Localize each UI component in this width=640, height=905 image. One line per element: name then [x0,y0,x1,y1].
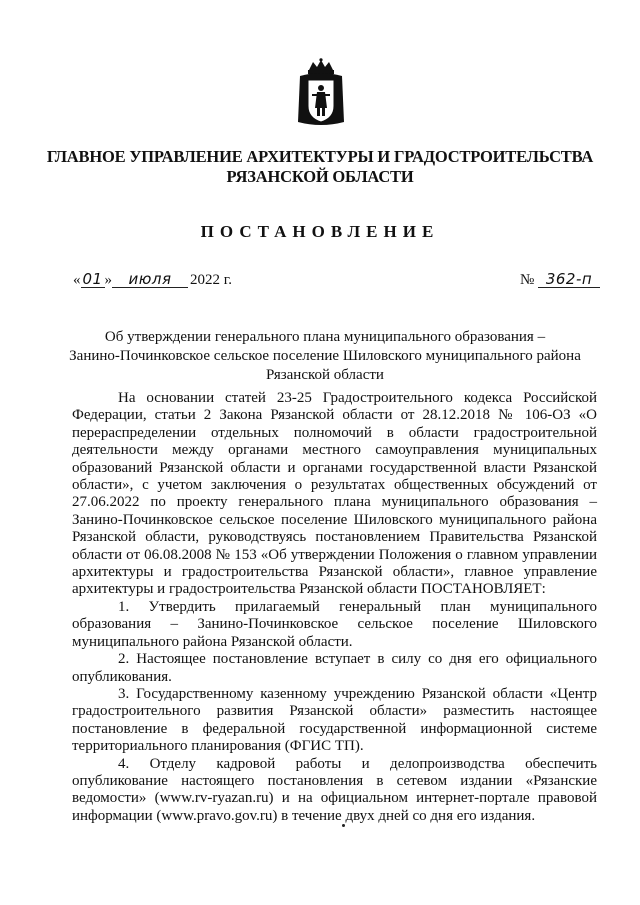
document-subject [60,328,590,385]
date-year: 2022 г. [190,272,232,288]
resolution-item-3: 3. Государственному казенному учреждению Рязанской области «Центр градостроительного развития Рязанской области» разместить настоящее постановление в федеральной государственной информационной системе территориального планирования (ФГИС ТП). [72,685,597,755]
document-number [520,271,600,289]
organization-name-line1: ГЛАВНОЕ УПРАВЛЕНИЕ АРХИТЕКТУРЫ И ГРАДОСТРОИТЕЛЬСТВА [46,147,594,166]
preamble-paragraph: На основании статей 23-25 Градостроительного кодекса Российской Федерации, статьи 2 Закона Рязанской области от 28.12.2018 № 106-ОЗ «О перераспределении отдельных полномочий в области градостроительной деятельности между органами местного самоуправления муниципальных образований Рязанской области и органами государственной власти Рязанской области», с учетом заключения о результатах общественных обсуждений от 27.06.2022 по проекту генерального плана муниципального образования – Занино-Починковское сельское поселение Шиловского муниципального района Рязанской области, руководствуясь постановлением Правительства Рязанской области от 06.08.2008 № 153 «Об утверждении Положения о главном управлении архитектуры и градостроительства Рязанской области», главное управление архитектуры и градостроительства Рязанской области ПОСТАНОВЛЯЕТ: [72,390,597,598]
organization-name-line2: РЯЗАНСКОЙ ОБЛАСТИ [226,167,414,186]
document-date [73,271,232,289]
date-day: 01 [82,270,103,288]
resolution-item-2: 2. Настоящее постановление вступает в силу со дня его официального опубликования. [72,651,597,685]
ryazan-coat-of-arms-icon [296,58,346,128]
number-prefix: № [519,272,535,288]
date-close-quote: » [104,272,112,288]
subject-line: Рязанской области [266,367,384,383]
subject-line: Об утверждении генерального плана муниципального образования – [104,329,546,345]
resolution-item-4: 4. Отделу кадровой работы и делопроизводства обеспечить опубликование настоящего постановления в сетевом издании «Рязанские ведомости» (www.rv-ryazan.ru) и на официальном интернет-портале правовой информации (www.pravo.gov.ru) в течение двух дней со дня его издания. [72,755,597,824]
page-mark [342,824,345,827]
document-type-title: ПОСТАНОВЛЕНИЕ [200,222,440,241]
subject-line: Занино-Починковское сельское поселение Шиловского муниципального района [69,348,581,364]
resolution-item-1: 1. Утвердить прилагаемый генеральный план муниципального образования – Занино-Починковское сельское поселение Шиловского муниципального района Рязанской области. [72,598,597,650]
date-month: июля [112,271,188,288]
number-value: 362-п [538,271,600,288]
document-body [72,390,597,825]
date-open-quote: « [73,272,81,288]
